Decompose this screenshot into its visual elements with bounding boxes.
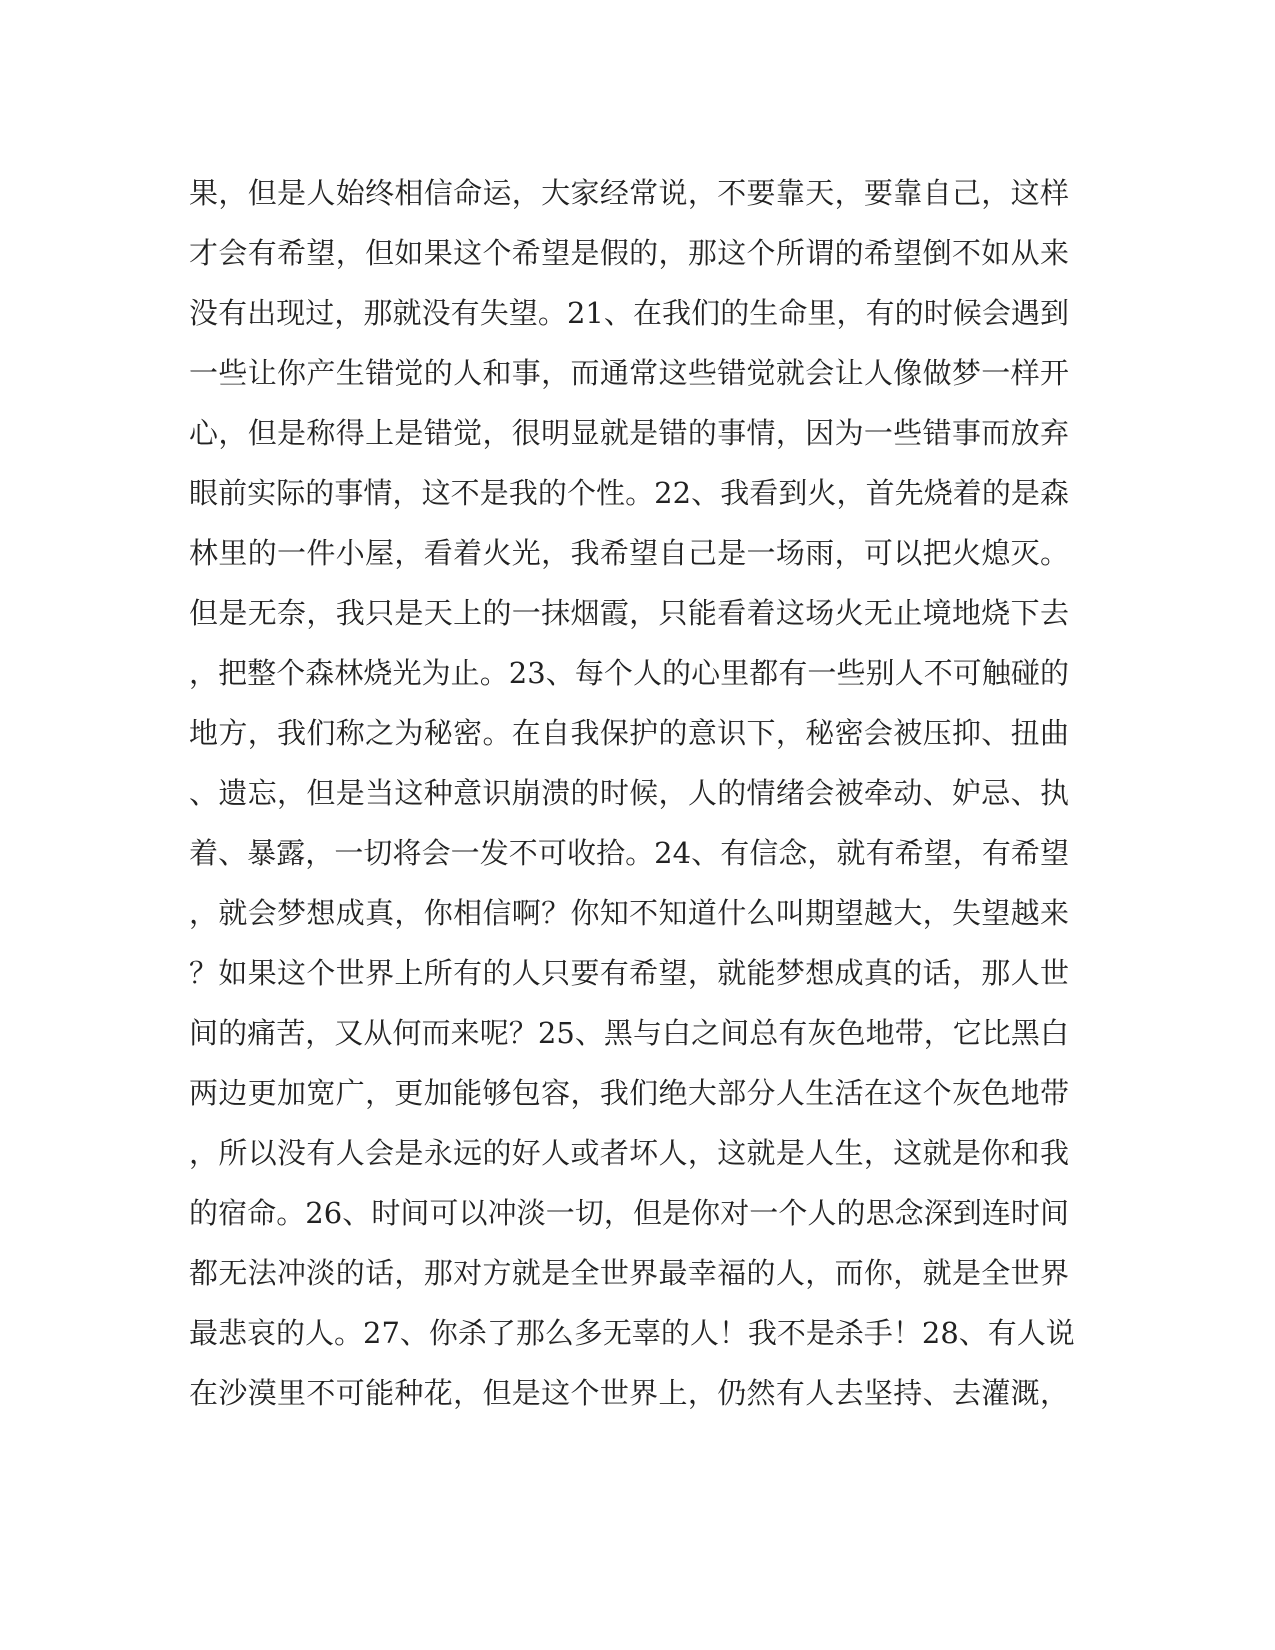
text-line-7: 林里的一件小屋，看着火光，我希望自己是一场雨，可以把火熄灭。 [189, 536, 1069, 570]
text-line-19: 都无法冲淡的话，那对方就是全世界最幸福的人，而你，就是全世界 [189, 1256, 1069, 1290]
text-line-12: 着、暴露，一切将会一发不可收拾。24、有信念，就有希望，有希望 [189, 836, 1069, 870]
text-line-11: 、遗忘，但是当这种意识崩溃的时候，人的情绪会被牵动、妒忌、执 [189, 776, 1069, 810]
text-line-6: 眼前实际的事情，这不是我的个性。22、我看到火，首先烧着的是森 [189, 476, 1069, 510]
text-line-16: 两边更加宽广，更加能够包容，我们绝大部分人生活在这个灰色地带 [189, 1076, 1069, 1110]
text-line-2: 才会有希望，但如果这个希望是假的，那这个所谓的希望倒不如从来 [189, 236, 1069, 270]
text-line-8: 但是无奈，我只是天上的一抹烟霞，只能看着这场火无止境地烧下去 [189, 596, 1069, 630]
text-line-9: ，把整个森林烧光为止。23、每个人的心里都有一些别人不可触碰的 [189, 656, 1069, 690]
text-line-3: 没有出现过，那就没有失望。21、在我们的生命里，有的时候会遇到 [189, 296, 1069, 330]
text-line-13: ，就会梦想成真，你相信啊？你知不知道什么叫期望越大，失望越来 [189, 896, 1069, 930]
text-line-14: ？如果这个世界上所有的人只要有希望，就能梦想成真的话，那人世 [189, 956, 1069, 990]
text-line-5: 心，但是称得上是错觉，很明显就是错的事情，因为一些错事而放弃 [189, 416, 1069, 450]
text-line-15: 间的痛苦，又从何而来呢？25、黑与白之间总有灰色地带，它比黑白 [189, 1016, 1069, 1050]
text-line-10: 地方，我们称之为秘密。在自我保护的意识下，秘密会被压抑、扭曲 [189, 716, 1069, 750]
text-line-4: 一些让你产生错觉的人和事，而通常这些错觉就会让人像做梦一样开 [189, 356, 1069, 390]
text-line-20: 最悲哀的人。27、你杀了那么多无辜的人！我不是杀手！28、有人说 [189, 1316, 1075, 1350]
text-line-21: 在沙漠里不可能种花，但是这个世界上，仍然有人去坚持、去灌溉， [189, 1376, 1069, 1410]
text-line-18: 的宿命。26、时间可以冲淡一切，但是你对一个人的思念深到连时间 [189, 1196, 1069, 1230]
text-line-17: ，所以没有人会是永远的好人或者坏人，这就是人生，这就是你和我 [189, 1136, 1069, 1170]
text-line-1: 果，但是人始终相信命运，大家经常说，不要靠天，要靠自己，这样 [189, 176, 1069, 210]
body-text [189, 163, 1075, 1423]
